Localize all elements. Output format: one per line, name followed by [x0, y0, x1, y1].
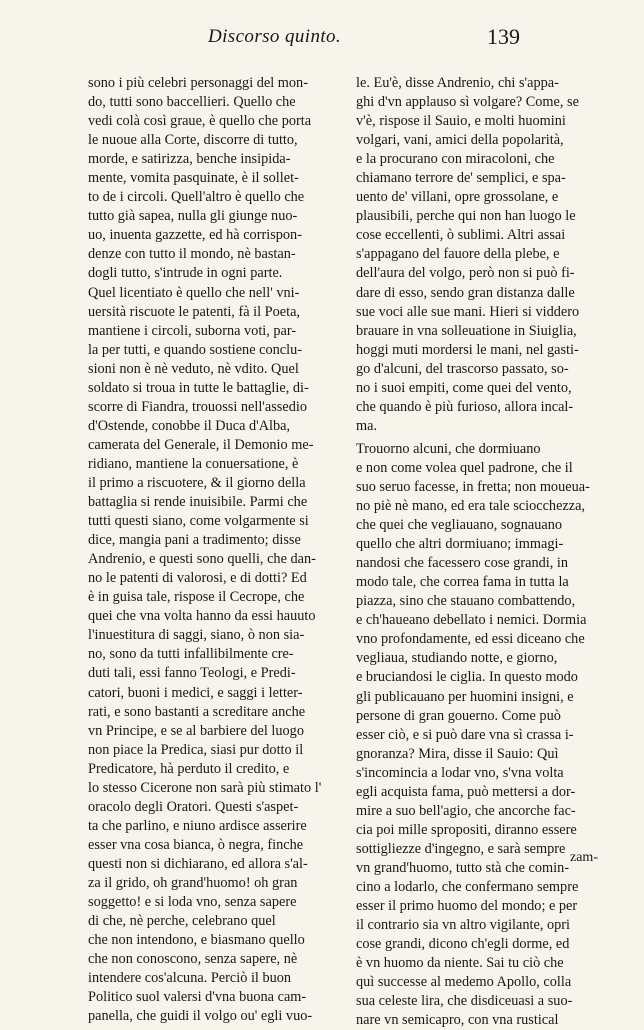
page-header — [190, 22, 520, 58]
text-line: modo tale, che correa fama in tutta la — [356, 574, 569, 591]
text-line: che non conoscono, senza sapere, nè — [88, 951, 298, 968]
text-line: è vn huomo da niente. Sai tu ciò che — [356, 955, 564, 972]
text-line: questi non si dichiarano, ed allora s'al- — [88, 855, 308, 872]
text-line: gli publicauano per huomini insigni, e — [356, 688, 574, 705]
text-line: dell'aura del volgo, però non si può fi- — [356, 265, 575, 282]
text-line: cose grandi, dicono ch'egli dorme, ed — [356, 936, 570, 953]
text-line: esser il primo huomo del mondo; e per — [356, 898, 578, 915]
text-line: plausibili, perche qui non han luogo le — [356, 208, 576, 225]
text-line: suo seruo facesse, in fretta; non moueua- — [356, 478, 590, 495]
right-text-column — [356, 74, 602, 1030]
text-line: go d'alcuni, del trascorso passato, so- — [356, 360, 569, 377]
text-line: denze con tutto il mondo, nè bastan- — [88, 246, 296, 263]
text-line: sue voci alle sue mani. Hieri si viddero — [356, 303, 580, 320]
text-line: esser ciò, e si può dare vna sì crassa i- — [356, 726, 574, 743]
text-line: tutti questi siano, come volgarmente si — [88, 513, 309, 530]
text-line: to de i circoli. Quell'altro è quello che — [88, 189, 305, 206]
text-line: nandosi che facessero cose grandi, in — [356, 555, 568, 572]
text-line: e non come volea quel padrone, che il — [356, 459, 573, 476]
text-line: dogli tutto, s'intrude in ogni parte. — [88, 265, 283, 282]
text-line: v'è, rispose il Sauio, e molti huomini — [356, 113, 566, 130]
text-line: ma. — [356, 417, 378, 434]
text-line: tutto già sapea, nulla gli giunge nuo- — [88, 208, 298, 225]
catchword: zam- — [570, 850, 598, 865]
text-line: le. Eu'è, disse Andrenio, chi s'appa- — [356, 75, 559, 91]
text-line: s'appagano del fauore della plebe, e — [356, 246, 560, 263]
text-line: l'inuestitura di saggi, siano, ò non sia- — [88, 627, 305, 644]
text-line: vn Principe, e se al barbiere del luogo — [88, 722, 304, 739]
text-line: oracolo degli Oratori. Questi s'aspet- — [88, 798, 299, 815]
text-line: s'incomincia a lodar vno, s'vna volta — [356, 764, 564, 781]
text-line: di che, nè perche, celebrano quel — [88, 913, 276, 930]
text-line: chiamano terrore de' semplici, e spa- — [356, 170, 566, 187]
text-line: Politico suol valersi d'vna buona cam- — [88, 989, 307, 1006]
text-line: è in guisa tale, rispose il Cecrope, che — [88, 589, 305, 606]
text-line: sioni non è nè veduto, nè vdito. Quel — [88, 360, 299, 377]
text-line: no i suoi empiti, come quei del vento, — [356, 379, 572, 396]
text-line: ta che parlino, e niuno ardisce asserire — [88, 817, 307, 834]
text-line: egli acquista fama, può mettersi a dor- — [356, 783, 576, 800]
text-line: battaglia si rende inuisibile. Parmi che — [88, 494, 308, 511]
text-line: e la procurano con miracoloni, che — [356, 151, 555, 168]
text-line: d'Ostende, conobbe il Duca d'Alba, — [88, 417, 291, 434]
text-line: esser vna cosa bianca, ò negra, finche — [88, 836, 304, 853]
text-line: Andrenio, e questi sono quelli, che dan- — [88, 551, 316, 568]
text-line: no piè nè mano, ed era tale sciocchezza, — [356, 498, 586, 515]
text-line: e bruciandosi le ciglia. In questo modo — [356, 669, 578, 686]
text-line: soldato si troua in tutte le battaglie, di- — [88, 379, 309, 396]
text-line: quello che altri dormiuano; immagi- — [356, 536, 564, 553]
text-line: persone di gran gouerno. Come può — [356, 707, 561, 724]
text-line: sottigliezze d'ingegno, e sarà sempre — [356, 840, 566, 857]
text-line: do, tutti sono baccellieri. Quello che — [88, 94, 296, 111]
text-line: Quel licentiato è quello che nell' vni- — [88, 284, 300, 301]
text-line: cino a lodarlo, che confermano sempre — [356, 878, 579, 895]
text-line: piazza, sino che stauano combattendo, — [356, 593, 576, 610]
paragraph-2 — [356, 440, 602, 1030]
text-line: che non intendono, e biasmano quello — [88, 932, 305, 949]
text-line: ghi d'vn applauso sì volgare? Come, se — [356, 94, 579, 111]
text-line: no le patenti di valorosi, e di dotti? Ed — [88, 570, 307, 587]
paragraph-1 — [356, 74, 602, 436]
text-line: soggetto! e si loda vno, senza sapere — [88, 894, 297, 911]
text-line: il primo a riscuotere, & il giorno della — [88, 474, 306, 491]
text-line: scorre di Fiandra, trouossi nell'assedio — [88, 398, 307, 415]
text-line: za il grido, oh grand'huomo! oh gran — [88, 874, 298, 891]
text-line: sua celeste lira, che disdiceuasi a suo- — [356, 993, 573, 1010]
text-line: catori, buoni i medici, e saggi i letter- — [88, 684, 303, 701]
text-line: morde, e satirizza, benche insipida- — [88, 151, 291, 168]
page-number: 139 — [487, 24, 520, 49]
text-line: il contrario sia vn altro vigilante, opri — [356, 917, 570, 934]
text-line: hoggi muti mordersi le mani, nel gasti- — [356, 341, 579, 358]
text-line: rati, e sono bastanti a screditare anche — [88, 703, 306, 720]
text-line: vedi colà così graue, è quello che porta — [88, 113, 312, 130]
text-line: mente, vomita pasquinate, è il sollet- — [88, 170, 299, 187]
text-line: le nuoue alla Corte, discorre di tutto, — [88, 132, 298, 149]
running-title: Discorso quinto. — [208, 26, 342, 47]
text-line: uento de' villani, opre grossolane, e — [356, 189, 559, 206]
text-line: dice, mangia pani a tradimento; disse — [88, 532, 301, 549]
text-line: mantiene i circoli, suborna voti, par- — [88, 322, 297, 339]
text-line: quì successe al medemo Apollo, colla — [356, 974, 572, 991]
text-line: camerata del Generale, il Demonio me- — [88, 436, 314, 453]
text-line: lo stesso Cicerone non sarà più stimato l' — [88, 779, 322, 796]
text-line: che quando è più furioso, allora incal- — [356, 398, 574, 415]
left-text-column — [88, 74, 356, 1026]
text-line: Trouorno alcuni, che dormiuano — [356, 440, 541, 457]
text-line: nare vn semicapro, con vna rustical — [356, 1012, 559, 1029]
text-line: no, sono da tutti infallibilmente cre- — [88, 646, 294, 663]
text-line: vno profondamente, ed essi diceano che — [356, 631, 585, 648]
text-line: cose eccellenti, ò sublimi. Altri assai — [356, 227, 566, 244]
text-line: vegliaua, studiando notte, e giorno, — [356, 650, 558, 667]
text-line: sono i più celebri personaggi del mon- — [88, 75, 308, 91]
text-line: ridiano, mantiene la conuersatione, è — [88, 455, 299, 472]
text-line: uo, inuenta gazzette, ed hà corrispon- — [88, 227, 302, 244]
text-line: gnoranza? Mira, disse il Sauio: Quì — [356, 745, 559, 762]
text-line: non piace la Predica, siasi pur dotto il — [88, 741, 304, 758]
text-line: brauare in vna solleuatione in Siuiglia, — [356, 322, 577, 339]
text-line: quei che vna volta hanno da essi hauuto — [88, 608, 316, 625]
text-line: cia poi mille spropositi, diranno essere — [356, 821, 577, 838]
text-line: dare di esso, sendo gran distanza dalle — [356, 284, 575, 301]
text-line: che quei che vegliauano, sognauano — [356, 517, 563, 534]
text-line: Predicatore, hà perduto il credito, e — [88, 760, 290, 777]
text-line: mire a suo bell'agio, che ancorche fac- — [356, 802, 576, 819]
text-line: e ch'haueano debellato i nemici. Dormia — [356, 612, 587, 629]
text-line: duti tali, essi fanno Teologi, e Predi- — [88, 665, 296, 682]
text-line: uersità riscuote le patenti, fà il Poeta, — [88, 303, 300, 320]
text-line: la per tutti, e quando sostiene conclu- — [88, 341, 302, 358]
text-line: vn grand'huomo, tutto stà che comin- — [356, 859, 570, 876]
text-line: volgari, vani, amici della popolarità, — [356, 132, 564, 149]
text-line: intendere cos'alcuna. Perciò il buon — [88, 970, 292, 987]
text-line: panella, che guidi il volgo ou' egli vuo- — [88, 1008, 313, 1025]
